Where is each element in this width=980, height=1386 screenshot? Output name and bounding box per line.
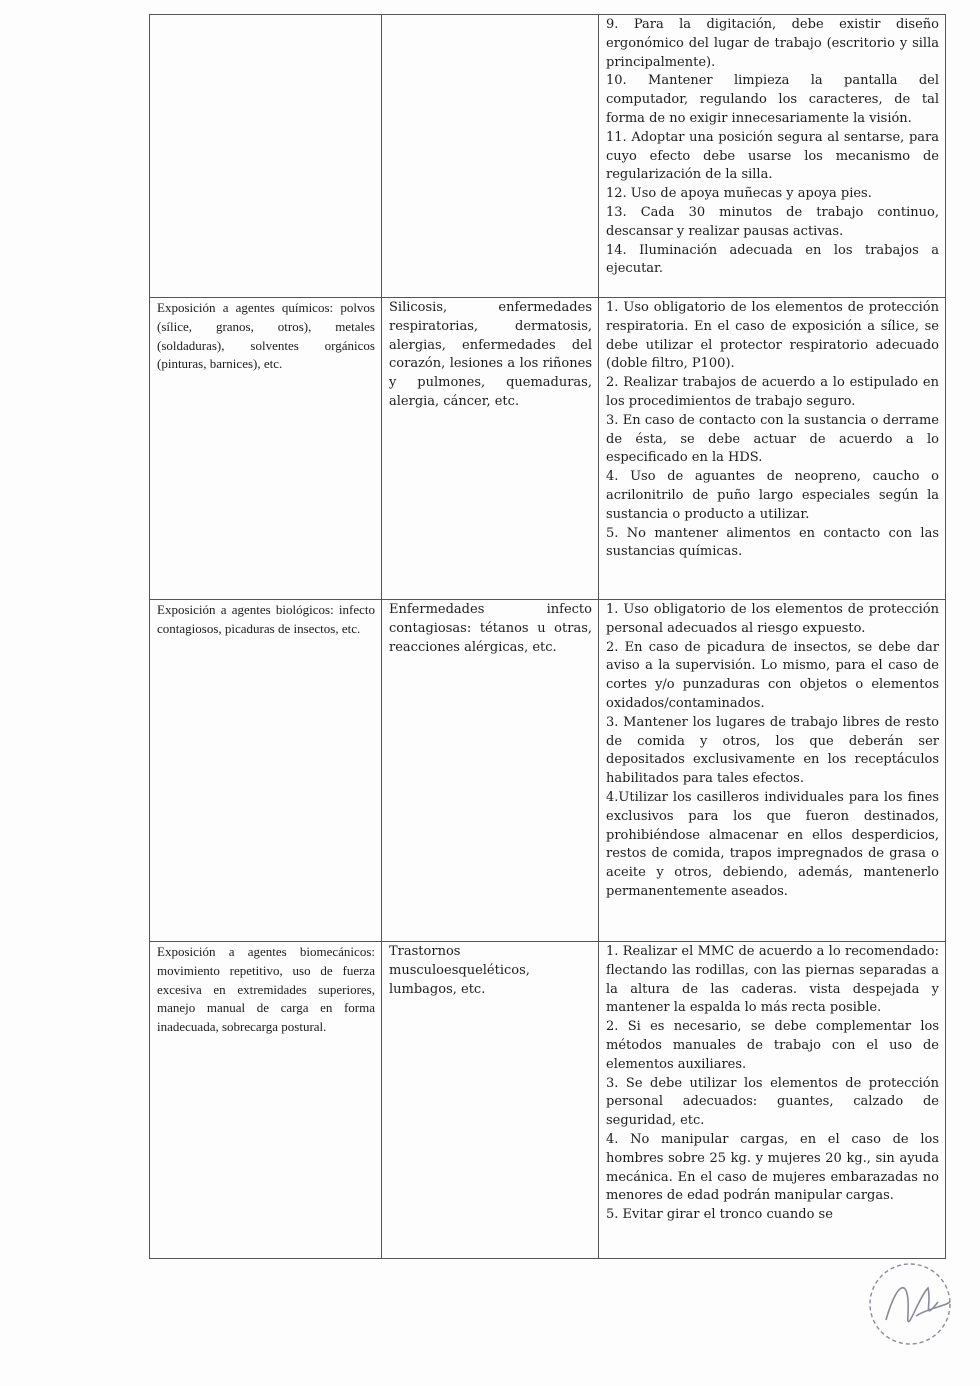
effects-cell: Silicosis, enfermedades respiratorias, dermatosis, alergias, enfermedades del corazón, lesiones a los riñones y pulmones, quemaduras, alergia, cáncer, etc. bbox=[382, 298, 599, 600]
effects-cell: Enfermedades infecto contagiosas: tétanos u otras, reacciones alérgicas, etc. bbox=[382, 600, 599, 942]
table-row bbox=[150, 600, 946, 942]
risk-cell: Exposición a agentes químicos: polvos (sílice, granos, otros), metales (soldaduras), solventes orgánicos (pinturas, barnices), etc. bbox=[150, 298, 382, 600]
measures-cell bbox=[599, 942, 946, 1259]
measure-item: 10. Mantener limpieza la pantalla del computador, regulando los caracteres, de tal forma de no exigir innecesariamente la visión. bbox=[606, 73, 939, 126]
measure-item: 2. Si es necesario, se debe complementar los métodos manuales de trabajo con el uso de elementos auxiliares. bbox=[606, 1019, 939, 1072]
measure-item: 14. Iluminación adecuada en los trabajos a ejecutar. bbox=[606, 242, 939, 277]
measures-cell bbox=[599, 15, 946, 298]
risk-cell: Exposición a agentes biomecánicos: movimiento repetitivo, uso de fuerza excesiva en extremidades superiores, manejo manual de carga en forma inadecuada, sobrecarga postural. bbox=[150, 942, 382, 1259]
table-row bbox=[150, 15, 946, 298]
measure-item: 5. No mantener alimentos en contacto con las sustancias químicas. bbox=[606, 525, 939, 560]
measure-item: 4. Uso de aguantes de neopreno, caucho o acrilonitrilo de puño largo especiales según la sustancia o producto a utilizar. bbox=[606, 469, 939, 522]
measure-item: 4. No manipular cargas, en el caso de los hombres sobre 25 kg. y mujeres 20 kg., sin ayuda mecánica. En el caso de mujeres embarazadas no menores de edad podrán manipular cargas. bbox=[606, 1131, 939, 1204]
measure-item: 1. Uso obligatorio de los elementos de protección personal adecuados al riesgo expuesto. bbox=[606, 602, 939, 636]
stamp-ring bbox=[870, 1264, 950, 1344]
measure-item: 12. Uso de apoya muñecas y apoya pies. bbox=[606, 186, 872, 202]
measure-item: 2. Realizar trabajos de acuerdo a lo estipulado en los procedimientos de trabajo seguro. bbox=[606, 375, 939, 409]
measure-item: 13. Cada 30 minutos de trabajo continuo, descansar y realizar pausas activas. bbox=[606, 204, 939, 239]
measure-item: 11. Adoptar una posición segura al sentarse, para cuyo efecto debe usarse los mecanismo de regularización de la silla. bbox=[606, 129, 939, 183]
measure-item: 3. Mantener los lugares de trabajo libres de resto de comida y otros, los que deberán ser depositados exclusivamente en los receptáculos habilitados para tales efectos. bbox=[606, 714, 939, 787]
risk-cell: Exposición a agentes biológicos: infecto contagiosos, picaduras de insectos, etc. bbox=[150, 600, 382, 942]
measures-cell bbox=[599, 600, 946, 942]
seal-stamp bbox=[858, 1258, 958, 1358]
effects-cell bbox=[382, 15, 599, 298]
measure-item: 5. Evitar girar el tronco cuando se bbox=[606, 1207, 833, 1223]
measure-item: 1. Realizar el MMC de acuerdo a lo recomendado: flectando las rodillas, con las piernas separadas a la altura de las caderas. vista despejada y mantener la espalda lo más recta posible. bbox=[606, 944, 939, 1016]
table-row bbox=[150, 298, 946, 600]
measure-item: 4.Utilizar los casilleros individuales para los fines exclusivos para los que fueron destinados, prohibiéndose almacenar en ellos desperdicios, restos de comida, trapos impregnados de grasa o aceite y otros, debiendo, además, mantenerlo permanentemente aseados. bbox=[606, 789, 939, 899]
measure-item: 3. En caso de contacto con la sustancia o derrame de ésta, se debe actuar de acuerdo a lo especificado en la HDS. bbox=[606, 412, 939, 466]
risk-table bbox=[149, 14, 946, 1259]
measure-item: 1. Uso obligatorio de los elementos de protección respiratoria. En el caso de exposición a sílice, se debe utilizar el protector respiratorio adecuado (doble filtro, P100). bbox=[606, 300, 939, 372]
measures-cell bbox=[599, 298, 946, 600]
risk-cell bbox=[150, 15, 382, 298]
table-row bbox=[150, 942, 946, 1259]
effects-cell: Trastornos musculoesqueléticos, lumbagos, etc. bbox=[382, 942, 599, 1259]
measure-item: 3. Se debe utilizar los elementos de protección personal adecuados: guantes, calzado de seguridad, etc. bbox=[606, 1075, 939, 1129]
measure-item: 9. Para la digitación, debe existir diseño ergonómico del lugar de trabajo (escritorio y silla principalmente). bbox=[606, 17, 939, 70]
signature-mark bbox=[886, 1288, 950, 1322]
measure-item: 2. En caso de picadura de insectos, se debe dar aviso a la supervisión. Lo mismo, para el caso de cortes y/o punzaduras con objetos o elementos oxidados/contaminados. bbox=[606, 639, 939, 711]
